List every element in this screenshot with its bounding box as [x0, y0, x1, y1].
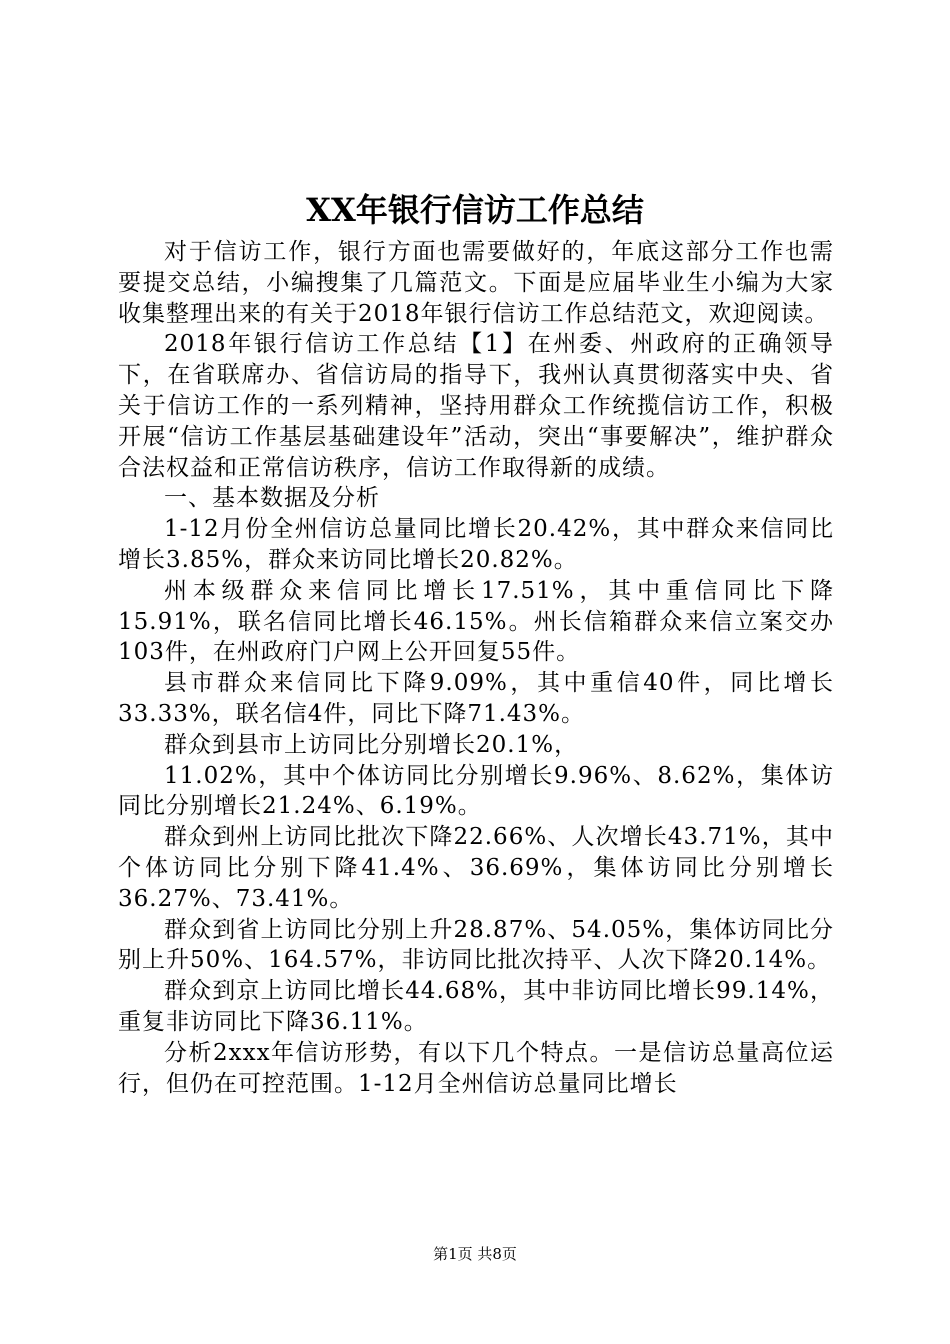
document-title: XX年银行信访工作总结: [306, 191, 644, 229]
paragraph: 县市群众来信同比下降9.09%，其中重信40件，同比增长33.33%，联名信4件，同比下降71.43%。: [118, 670, 834, 727]
document-body: [118, 237, 834, 1099]
paragraph: 1-12月份全州信访总量同比增长20.42%，其中群众来信同比增长3.85%，群众来访同比增长20.82%。: [118, 516, 834, 573]
paragraph: 11.02%，其中个体访同比分别增长9.96%、8.62%，集体访同比分别增长21.24%、6.19%。: [118, 762, 834, 820]
section-heading: 一、基本数据及分析: [164, 485, 380, 512]
paragraph: 州本级群众来信同比增长17.51%，其中重信同比下降15.91%，联名信同比增长46.15%。州长信箱群众来信立案交办103件，在州政府门户网上公开回复55件。: [118, 577, 834, 666]
paragraph: 群众到州上访同比批次下降22.66%、人次增长43.71%，其中个体访同比分别下降41.4%、36.69%，集体访同比分别增长36.27%、73.41%。: [118, 824, 834, 912]
paragraph: 2018年银行信访工作总结【1】在州委、州政府的正确领导下，在省联席办、省信访局的指导下，我州认真贯彻落实中央、省关于信访工作的一系列精神，坚持用群众工作统揽信访工作，积极开展“信访工作基层基础建设年”活动，突出“事要解决”，维护群众合法权益和正常信访秩序，信访工作取得新的成绩。: [118, 331, 834, 481]
paragraph: 对于信访工作，银行方面也需要做好的，年底这部分工作也需要提交总结，小编搜集了几篇范文。下面是应届毕业生小编为大家收集整理出来的有关于2018年银行信访工作总结范文，欢迎阅读。: [118, 239, 834, 327]
paragraph: 群众到省上访同比分别上升28.87%、54.05%，集体访同比分别上升50%、164.57%，非访同比批次持平、人次下降20.14%。: [118, 916, 834, 974]
page-footer: 第1页 共8页: [433, 1245, 517, 1263]
paragraph: 分析2xxx年信访形势，有以下几个特点。一是信访总量高位运行，但仍在可控范围。1-12月全州信访总量同比增长: [118, 1039, 834, 1097]
paragraph: 群众到县市上访同比分别增长20.1%，: [164, 731, 579, 758]
paragraph: 群众到京上访同比增长44.68%，其中非访同比增长99.14%，重复非访同比下降36.11%。: [118, 978, 834, 1035]
